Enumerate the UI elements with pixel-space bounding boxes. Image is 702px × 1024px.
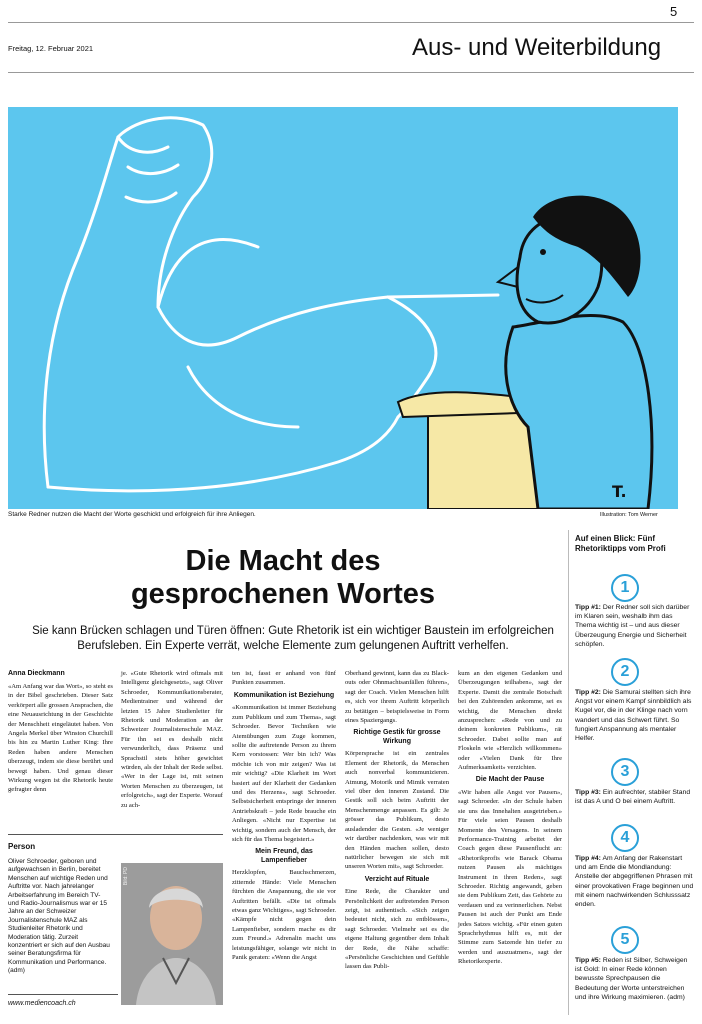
illustration [8,107,678,509]
body-text: kum an den eigenen Gedanken und Überzeugungen teilhaben», sagt der Experte. Damit die zentrale Botschaft bei den Zuhörenden ankomme, sei es wichtig, die Menschen direkt anzusprechen: «Rede von und zu deinem konkreten Publikum», rät Schroeder. Dabei sollte man auf Floskeln wie «Herzlich willkommen» oder «Vielen Dank für Ihre Aufmerksamkeit» verzichten. [458,670,562,772]
person-bio: Oliver Schroeder, geboren und aufgewachsen in Berlin, bereitet Menschen auf wichtige Reden und Auftritte vor. Nach jahrelanger Arbeitserfahrung im Bereich TV- und Radio-Journalismus war er 15 Jahre an der Schweizer Journalistenschule MAZ als Studienleiter Rhetorik und Moderation tätig. Zurzeit konzentriert er sich auf den Ausbau seiner Beratungsfirma für Kommunikation und Performance. (adm) [8,858,110,975]
article-column-1 [8,682,113,795]
article-column-4 [345,669,449,972]
website-link[interactable]: www.mediencoach.ch [8,1000,76,1007]
author-byline: Anna Dieckmann [8,670,65,677]
headline [8,545,558,611]
subheading: Verzicht auf Rituale [364,875,430,883]
tip-number-badge: 4 [611,824,639,852]
strong-arm-speaker-drawing [8,107,678,509]
subheading: Kommunikation ist Beziehung [233,691,335,699]
section-title: Aus- und Weiterbildung [412,34,662,61]
header-rule [8,72,694,73]
body-text: Körpersprache ist ein zentrales Element der Rhetorik, da Menschen auch nonverbal kommunizieren. Atmung, Motorik und Mimik verraten viel über den inneren Zustand. Die Gestik soll sich beim Auftritt der Menschenmenge anpassen. Es gilt: Je grösser das Publikum, desto ausladender die Gesten. «Je weniger wir darüber nachdenken, was wir mit den Händen machen sollen, desto natürlicher bewegen sie sich mit unseren Worten mit», sagt Schroeder. [345,750,449,871]
issue-date: Freitag, 12. Februar 2021 [8,44,94,53]
tip-label: Tipp #2: [575,689,601,696]
tip-5 [575,956,695,1002]
tip-number-badge: 2 [611,658,639,686]
body-text: «Am Anfang war das Wort», so steht es in der Bibel geschrieben. Dieser Satz verkörpert alle grossen Ansprachen, die eine Neuausrichtung in der Geschichte der Menschheit eingeläutet haben. Von Angela Merkel über Winston Churchill bis hin zu Martin Luther King: Ihre Reden haben andere Menschen überzeugt, indem sie diese berührt und bewegt haben. Und genau dieser Wirkung wegen ist die Rhetorik heute gefragter denn [8,683,113,794]
tip-text: Ein aufrechter, stabiler Stand ist das A und O bei einem Auftritt. [575,789,691,806]
person-heading: Person [8,842,36,851]
tip-4 [575,854,695,909]
page-number: 5 [670,4,678,19]
tip-label: Tipp #1: [575,604,601,611]
body-text: «Wir haben alle Angst vor Pausen», sagt Schroeder. «In der Schule haben sie uns das Innehalten ausgetrieben.» Für viele seien Pausen deshalb Momente des Versagens. In seinem Performance-Training arbeitet der Coach gegen diese Pausenflucht an: «Rhetorikprofis wie Barack Obama nutzen Pausen als mächtiges Instrument in ihren Reden», sagt Schroeder. Richtig angewandt, geben sie dem Publikum Zeit, das Gehörte zu verdauen und zu verinnerlichen. Nebst Pausen ist auch der Punkt am Ende jedes Satzes wichtig. «Für einen guten Sprachrhythmus hilft es, mit der Stimme zum Satzende hin tiefer zu werden und auszuatmen», sagt der Rhetorikexperte. [458,788,562,966]
tip-3 [575,788,695,806]
sidebar-title: Auf einen Blick: Fünf Rhetoriktipps vom Profi [575,534,666,553]
url-rule [8,994,118,995]
tip-number-badge: 1 [611,574,639,602]
lead-paragraph: Sie kann Brücken schlagen und Türen öffnen: Gute Rhetorik ist ein wichtiger Baustein im erfolgreichen Berufsleben. Ein Experte verrät, welche Elemente zum gelungenen Auftritt verhelfen. [32,625,554,652]
subheading: Richtige Gestik für grosse Wirkung [353,729,441,745]
tip-label: Tipp #4: [575,855,601,862]
body-text: «Kommunikation ist immer Beziehung zum Publikum und zum Thema», sagt Schroeder. Bevor Techniken wie Atemübungen zum Zuge kommen, sollte die auftretende Person zu ihrem Kern vorstossen: Wer bin ich? Was möchte ich von mir zeigen? Was ist mir wichtig? «Die Klarheit im Wort basiert auf der Klarheit der Gedanken und des Herzens», sagt Schroeder. Selbstsicherheit entspringe der inneren Antriebskraft – jede Rede brauche ein Anliegen. «Nicht nur Expertise ist wichtig, sondern auch der Mensch, der sich für das Thema begeistert.» [232,704,336,843]
illustration-credit: Illustration: Tom Werner [600,512,658,518]
photo-credit: Bild: PD [123,867,129,886]
top-rule [8,22,694,23]
subheading: Die Macht der Pause [475,776,545,784]
body-text: Eine Rede, die Charakter und Persönlichkeit der auftretenden Person zeigt, ist authentisch. «Sich zeigen bedeutet nicht, sich zu entblössen», sagt Schroeder. Vielmehr sei es die eigene Haltung gegenüber dem Inhalt der Rede, die Nähe schaffe: «Persönliche Geschichten und Gefühle lassen das Publi- [345,888,449,971]
tip-text: Die Samurai stellten sich ihre Angst vor einem Kampf sinnbildlich als Kugel vor, die in der Klinge nach vorn wandert und das Schwert führt. So fungiert Anspannung als mentaler Helfer. [575,689,692,743]
body-text: Oberhand gewinnt, kann das zu Black-outs oder Ohnmachtsanfällen führen», sagt der Coach. Vielen Menschen hilft es, sich vor ihrem Auftritt körperlich zu betätigen – beispielsweise in Form eines Spaziergangs. [345,670,449,725]
illustration-caption: Starke Redner nutzen die Macht der Worte geschickt und erfolgreich für ihre Anliegen. [8,511,256,518]
body-text: Herzklopfen, Bauchschmerzen, zitternde Hände: Viele Menschen fürchten die Anspannung, die sie vor Auftritten befällt. «Die ist oftmals etwas ganz Wichtiges», sagt Schroeder. «Kämpfe nicht gegen dein Lampenfieber, sondern mache es dir zum Freund.» Adrenalin macht uns leistungsfähiger, solange wir nicht in Panik geraten: «Wenn die Angst [232,869,336,962]
article-column-3 [232,669,336,962]
tip-2 [575,688,695,743]
sidebar-divider [568,530,569,1015]
tip-number-badge: 3 [611,758,639,786]
portrait-image [121,863,223,1005]
subheading: Mein Freund, das Lampenfieber [255,848,313,864]
headline-line-2: gesprochenen Wortes [130,578,436,610]
tip-number-badge: 5 [611,926,639,954]
body-text: je. «Gute Rhetorik wird oftmals mit Intelligenz gleichgesetzt», sagt Oliver Schroeder, Kommunikationsberater, Medientrainer und während der letzten 15 Jahre Studienleiter für Rhetorik und Moderation an der Schweizer Journalistenschule MAZ. Für ihn sei es deshalb nicht verwunderlich, dass Präsenz und Sprachstil stets höher gewichtet würden, als der Inhalt der Rede selbst. «Wer in der Lage ist, mit seinen Worten Menschen zu überzeugen, ist erfolgreich», sagt der Experte. Worauf zu ach- [121,670,223,809]
headline-line-1: Die Macht des [185,545,381,577]
tip-text: Reden ist Silber, Schweigen ist Gold: In einer Rede können bewusste Sprechpausen die Bedeutung der Worte unterstreichen und ihre Wirkung maximieren. (adm) [575,957,688,1001]
article-column-2 [121,669,223,810]
illustrator-signature: T. [612,482,627,501]
body-text: ten ist, fasst er anhand von fünf Punkten zusammen. [232,670,336,687]
tip-1 [575,603,695,649]
portrait-photo [121,863,223,1005]
article-column-5 [458,669,562,967]
tip-label: Tipp #5: [575,957,601,964]
tip-label: Tipp #3: [575,789,601,796]
tip-text: Der Redner soll sich darüber im Klaren sein, weshalb ihm das Thema wichtig ist – und aus dieser Überzeugung Energie und Sicherheit schöpfen. [575,604,690,648]
tip-text: Am Anfang der Rakenstart und am Ende die Mondlandung: Anstelle der abgegriffenen Phrasen mit einer provokativen Frage beginnen und mit einem nachwirkenden Schlusssatz enden. [575,855,694,909]
person-box-rule [8,834,223,835]
